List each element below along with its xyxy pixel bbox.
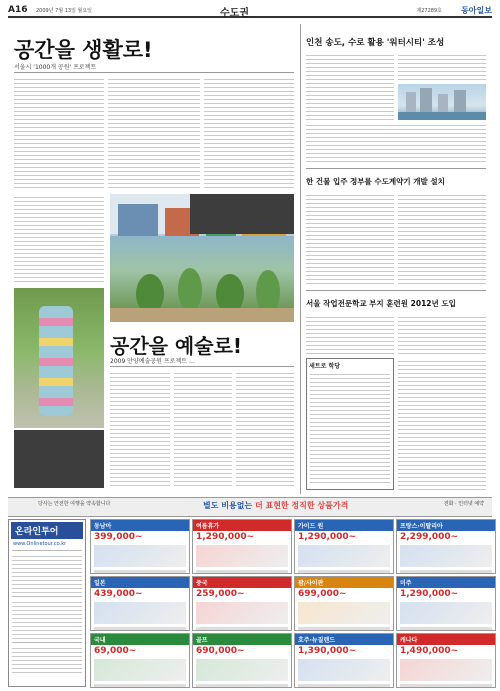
ad-cell-title: 국내 <box>91 634 189 645</box>
ad-info-block <box>12 596 82 639</box>
ad-cell[interactable] <box>396 633 496 688</box>
ad-cell-price: 399,000~ <box>94 532 143 542</box>
ad-cell-title: 여름휴가 <box>193 520 291 531</box>
ad-cell[interactable] <box>90 519 190 574</box>
ad-cell-image <box>196 602 288 624</box>
right3-text-col1 <box>306 314 394 354</box>
right2-text-col1 <box>306 192 394 284</box>
ad-cell-price: 259,000~ <box>196 589 245 599</box>
right3-headline: 서울 작업전문학교 부지 훈련원 2012년 도입 <box>306 299 456 308</box>
songdo-photo <box>398 84 486 120</box>
divider <box>306 290 486 291</box>
right1-text-col2 <box>398 52 486 82</box>
ad-cell-price: 439,000~ <box>94 589 143 599</box>
ad-banner <box>8 497 492 517</box>
ad-cell-line <box>298 684 390 687</box>
ad-cell-line <box>196 627 288 630</box>
article2-text-col2 <box>174 370 232 488</box>
article1-subhead: 서울시 '1000개 공원' 프로젝트 <box>14 64 97 71</box>
ad-cell-price: 2,299,000~ <box>400 532 459 542</box>
ad-cell-title: 프랑스·이탈리아 <box>397 520 495 531</box>
ad-cell[interactable] <box>294 576 394 631</box>
ad-cell-line <box>94 627 186 630</box>
ad-cell-image <box>400 602 492 624</box>
divider <box>306 168 486 169</box>
ad-cell-image <box>298 602 390 624</box>
ad-banner-right: 전화 · 인터넷 예약 <box>443 501 484 507</box>
right1-text-col1b <box>306 122 486 162</box>
ad-cell-line <box>196 684 288 687</box>
ad-cell-image <box>400 659 492 681</box>
ad-info-block <box>12 550 82 593</box>
ad-cell[interactable] <box>192 576 292 631</box>
article1-text-col2 <box>108 76 200 188</box>
ad-info-block <box>12 642 82 675</box>
ad-cell-price: 1,290,000~ <box>298 532 357 542</box>
ad-banner-left: 당사는 안전한 여행을 약속합니다 <box>38 501 111 507</box>
ad-cell[interactable] <box>192 633 292 688</box>
note-box-title: 세트로 학당 <box>309 363 341 370</box>
article2-text-col3 <box>236 370 294 488</box>
ad-cell-title: 골프 <box>193 634 291 645</box>
divider <box>14 72 294 73</box>
ad-cell-title: 일본 <box>91 577 189 588</box>
ad-cell-price: 1,390,000~ <box>298 646 357 656</box>
ad-cell-image <box>94 545 186 567</box>
note-box-text <box>310 371 390 485</box>
ad-cell-title: 괌/사이판 <box>295 577 393 588</box>
tower-sculpture-photo <box>14 288 104 428</box>
ad-cell-line <box>196 570 288 573</box>
ad-cell[interactable] <box>396 519 496 574</box>
ad-cell-line <box>400 684 492 687</box>
ad-cell-image <box>298 659 390 681</box>
ad-cell-price: 69,000~ <box>94 646 137 656</box>
right1-headline: 인천 송도, 수로 활용 '워터시티' 조성 <box>306 38 445 48</box>
ad-cell[interactable] <box>192 519 292 574</box>
ad-cell[interactable] <box>396 576 496 631</box>
ad-cell-image <box>94 659 186 681</box>
issue-number: 제27289호 <box>416 8 442 14</box>
section-title: 수도권 <box>220 8 249 19</box>
ad-banner-center: 별도 비용없는 더 표현한 정직한 상품가격 <box>203 501 349 510</box>
right3-text-col2 <box>398 314 486 354</box>
tower-photo-caption <box>14 430 104 488</box>
article2-headline: 공간을 예술로! <box>110 334 243 358</box>
paper-name: 동아일보 <box>461 6 492 15</box>
ad-cell-image <box>400 545 492 567</box>
ad-cell-title: 동남아 <box>91 520 189 531</box>
ad-cell[interactable] <box>294 519 394 574</box>
right-text-col2c <box>398 358 486 490</box>
divider <box>110 366 294 367</box>
ad-cell-title: 중국 <box>193 577 291 588</box>
ad-cell-line <box>400 627 492 630</box>
ad-cell-image <box>196 659 288 681</box>
garden-sculpture-photo <box>110 236 294 322</box>
ad-cell-line <box>400 570 492 573</box>
library-photo-caption <box>190 194 294 234</box>
right2-text-col2 <box>398 192 486 284</box>
ad-cell[interactable] <box>90 576 190 631</box>
ad-cell-line <box>94 570 186 573</box>
article1-headline: 공간을 생활로! <box>14 38 153 62</box>
ad-cell[interactable] <box>294 633 394 688</box>
ad-cell-price: 699,000~ <box>298 589 347 599</box>
ad-cell-title: 캐나다 <box>397 634 495 645</box>
ad-cell-line <box>298 570 390 573</box>
column-rule <box>300 24 301 494</box>
ad-cell-image <box>298 545 390 567</box>
ad-cell-price: 1,290,000~ <box>196 532 255 542</box>
article2-subhead: 2009 안양예술공원 프로젝트 … <box>110 358 195 365</box>
ad-cell-line <box>298 627 390 630</box>
ad-brand-panel[interactable] <box>8 519 86 687</box>
ad-cell-title: 호주·뉴질랜드 <box>295 634 393 645</box>
ad-cell-price: 690,000~ <box>196 646 245 656</box>
article2-text-col1 <box>110 370 170 488</box>
right2-headline: 한 건물 입주 정부를 수도계약기 개발 설치 <box>306 177 445 186</box>
ad-cell[interactable] <box>90 633 190 688</box>
ad-cell-title: 미주 <box>397 577 495 588</box>
ad-cell-image <box>196 545 288 567</box>
article1-text-col1b <box>14 194 104 284</box>
note-box <box>306 358 394 490</box>
ad-cell-price: 1,490,000~ <box>400 646 459 656</box>
ad-url[interactable]: www.Onlinetour.co.kr <box>13 541 67 547</box>
ad-cell-title: 가이드 원 <box>295 520 393 531</box>
masthead <box>8 4 492 18</box>
page-number: A16 <box>8 5 28 15</box>
article1-text-col1 <box>14 76 104 188</box>
ad-brand-logo: 온라인투어 <box>11 522 83 539</box>
right1-text-col1 <box>306 52 394 120</box>
issue-date: 2009년 7월 13일 월요일 <box>36 8 93 14</box>
ad-cell-image <box>94 602 186 624</box>
article1-text-col3 <box>204 76 294 188</box>
ad-cell-line <box>94 684 186 687</box>
ad-cell-price: 1,290,000~ <box>400 589 459 599</box>
